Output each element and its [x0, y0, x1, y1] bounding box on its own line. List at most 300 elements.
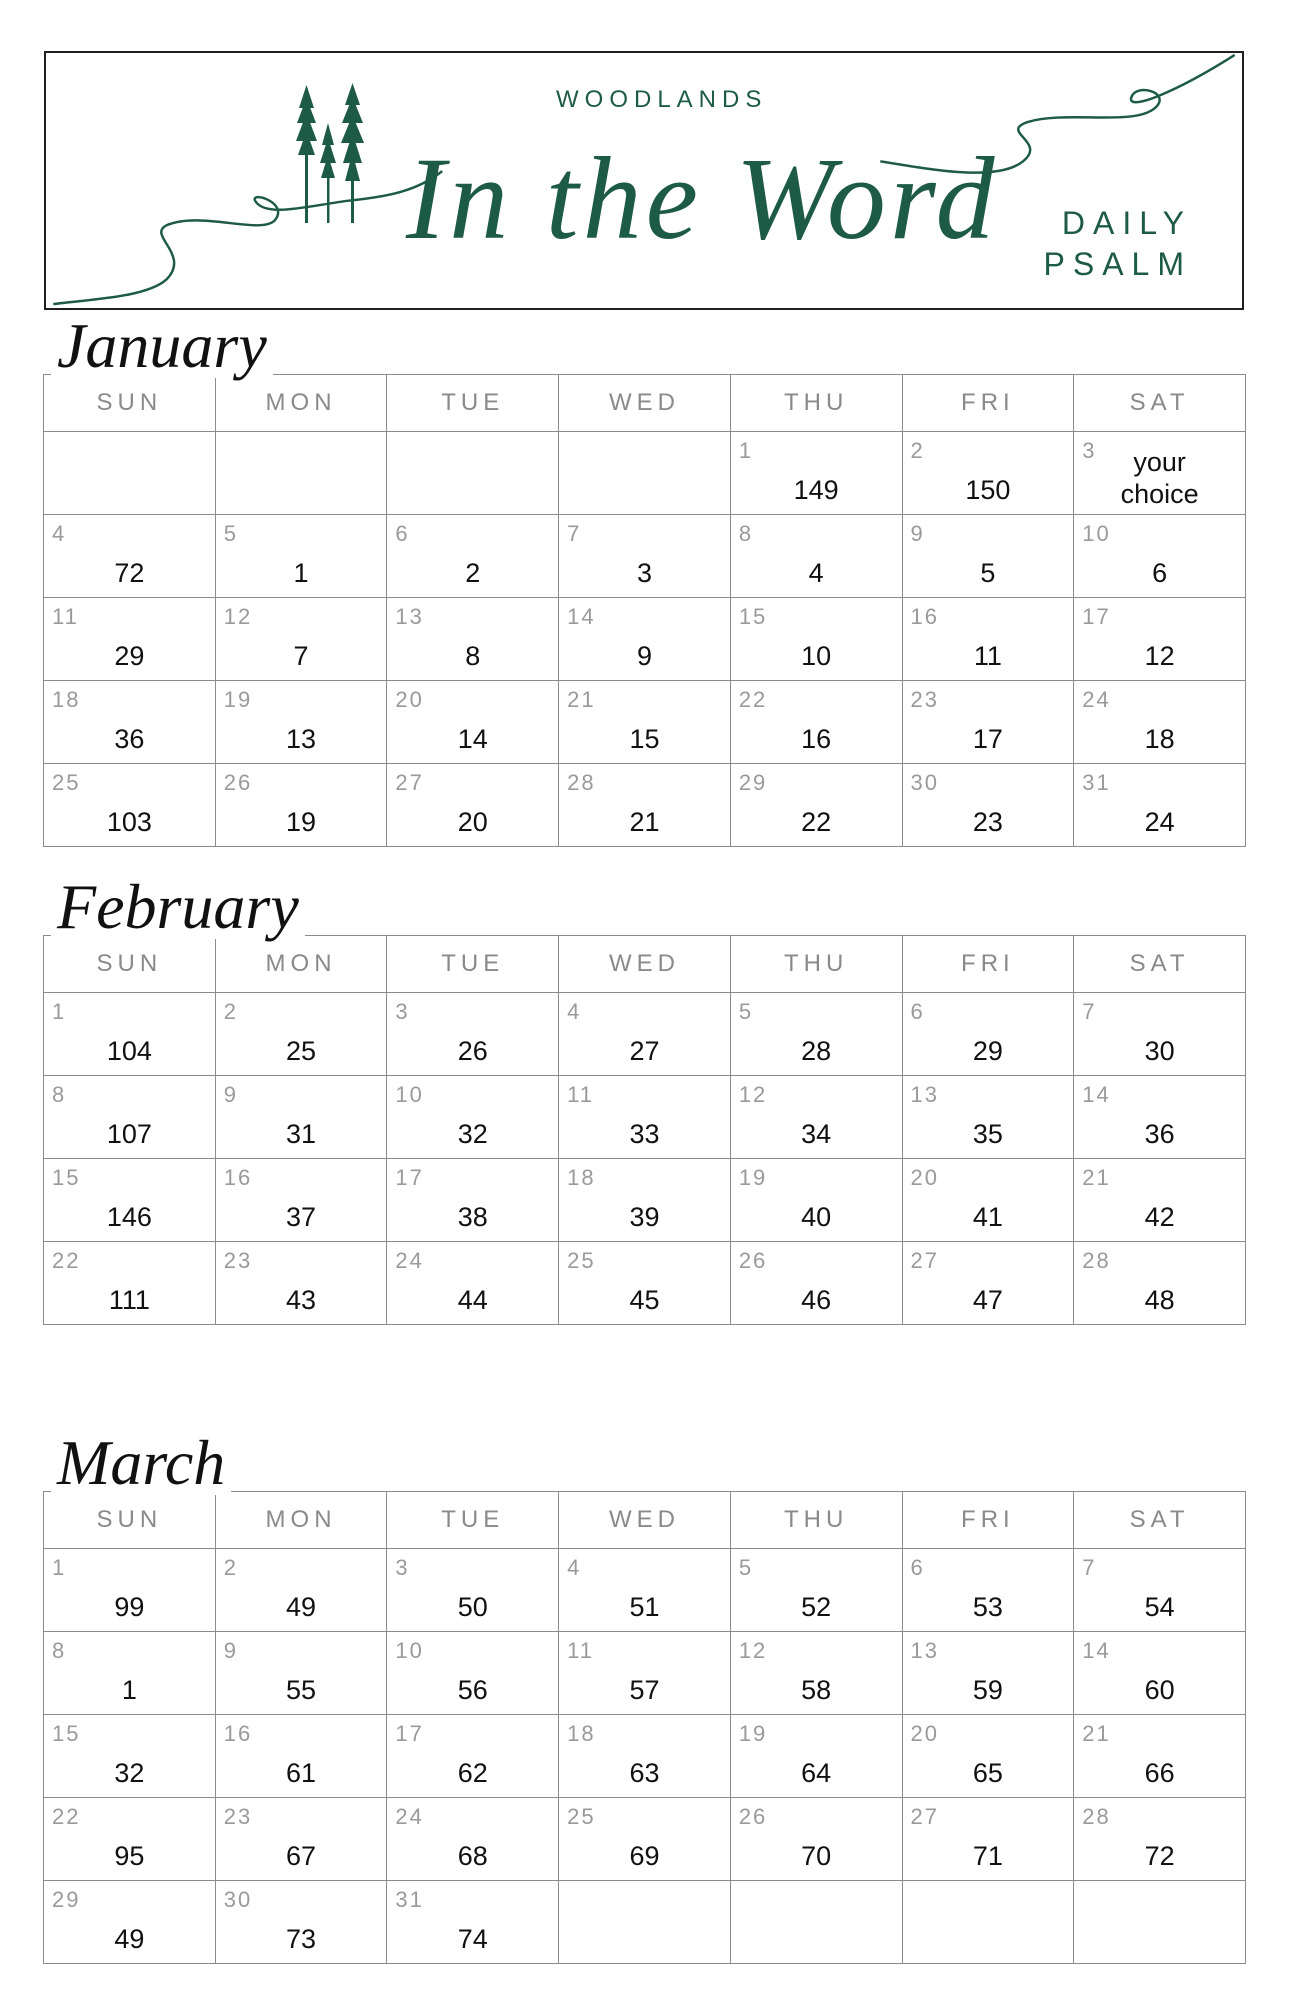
empty-cell: [215, 432, 387, 515]
psalm-number: 99: [114, 1592, 145, 1622]
day-number: 11: [567, 1082, 594, 1107]
day-number: 14: [567, 604, 596, 629]
day-cell: [730, 681, 902, 764]
weekday-header: THU: [730, 1492, 902, 1549]
psalm-number: 53: [972, 1592, 1003, 1622]
psalm-number: 45: [629, 1285, 660, 1315]
day-cell: [215, 681, 387, 764]
day-cell: [44, 1632, 216, 1715]
day-number: 6: [910, 1555, 925, 1580]
page-title: In the Word: [406, 133, 999, 264]
day-number: 10: [395, 1638, 424, 1663]
day-number: 24: [395, 1804, 424, 1829]
month-january: [43, 310, 1246, 847]
week-row: [44, 598, 1246, 681]
day-number: 8: [52, 1082, 67, 1107]
week-row: [44, 1076, 1246, 1159]
day-number: 23: [223, 1804, 253, 1829]
empty-cell: [44, 432, 216, 515]
psalm-number: 55: [286, 1675, 317, 1705]
day-number: 1: [52, 999, 67, 1024]
psalm-number: 72: [1144, 1841, 1175, 1871]
day-cell: [559, 681, 731, 764]
day-cell: [215, 1549, 387, 1632]
day-cell: [902, 598, 1074, 681]
psalm-number: 5: [980, 558, 996, 588]
psalm-number: 61: [286, 1758, 317, 1788]
day-number: 22: [52, 1248, 81, 1273]
day-cell: [730, 1632, 902, 1715]
day-cell: [387, 1798, 559, 1881]
psalm-number: 2: [465, 558, 481, 588]
day-number: 9: [223, 1082, 238, 1107]
day-number: 14: [1082, 1638, 1111, 1663]
psalm-number: 30: [1144, 1036, 1175, 1066]
empty-cell: [559, 432, 731, 515]
day-cell: [387, 1159, 559, 1242]
psalm-number: 73: [286, 1924, 317, 1954]
psalm-number: 29: [114, 641, 145, 671]
day-number: 13: [910, 1082, 939, 1107]
psalm-number: 43: [286, 1285, 317, 1315]
day-cell: [215, 598, 387, 681]
weekday-header: SUN: [44, 936, 216, 993]
psalm-number: 21: [629, 807, 660, 837]
day-cell: [215, 1159, 387, 1242]
psalm-number: 104: [106, 1036, 152, 1066]
day-cell: [1074, 681, 1246, 764]
day-cell: [730, 764, 902, 847]
day-number: 16: [223, 1165, 253, 1190]
weekday-header: FRI: [902, 375, 1074, 432]
day-cell: [730, 1798, 902, 1881]
day-number: 11: [52, 604, 79, 629]
psalm-number: 48: [1144, 1285, 1175, 1315]
day-number: 19: [223, 687, 253, 712]
day-number: 15: [52, 1165, 81, 1190]
psalm-number: 64: [801, 1758, 832, 1788]
calendar-grid: [43, 374, 1246, 847]
day-cell: [387, 993, 559, 1076]
psalm-number: 56: [457, 1675, 488, 1705]
day-cell: [387, 1242, 559, 1325]
day-number: 29: [52, 1887, 81, 1912]
day-cell: [387, 1076, 559, 1159]
week-row: [44, 432, 1246, 515]
day-cell: [902, 1632, 1074, 1715]
day-number: 7: [1082, 1555, 1097, 1580]
organization-name: WOODLANDS: [556, 86, 768, 113]
psalm-number: 67: [286, 1841, 317, 1871]
day-cell: [730, 1159, 902, 1242]
day-number: 23: [910, 687, 939, 712]
day-cell: [559, 993, 731, 1076]
psalm-number: 65: [972, 1758, 1003, 1788]
day-number: 16: [910, 604, 939, 629]
day-cell: [902, 1242, 1074, 1325]
day-cell: [215, 1242, 387, 1325]
day-number: 26: [738, 1804, 768, 1829]
day-number: 12: [738, 1638, 768, 1663]
week-row: [44, 764, 1246, 847]
day-number: 15: [52, 1721, 81, 1746]
psalm-number: your choice: [1120, 447, 1199, 509]
day-number: 6: [910, 999, 925, 1024]
day-cell: [387, 598, 559, 681]
day-number: 17: [395, 1721, 424, 1746]
empty-cell: [1074, 1881, 1246, 1964]
day-cell: [44, 1798, 216, 1881]
psalm-number: 74: [457, 1924, 488, 1954]
empty-cell: [559, 1881, 731, 1964]
psalm-number: 37: [286, 1202, 317, 1232]
psalm-number: 11: [973, 641, 1002, 671]
psalm-number: 51: [629, 1592, 660, 1622]
day-cell: [387, 764, 559, 847]
psalm-number: 29: [972, 1036, 1003, 1066]
day-number: 5: [223, 521, 238, 546]
day-cell: [387, 681, 559, 764]
day-cell: [44, 515, 216, 598]
day-cell: [559, 1715, 731, 1798]
week-row: [44, 1242, 1246, 1325]
psalm-number: 58: [801, 1675, 832, 1705]
day-number: 1: [52, 1555, 67, 1580]
day-number: 2: [223, 1555, 238, 1580]
psalm-number: 17: [972, 724, 1003, 754]
day-number: 6: [395, 521, 410, 546]
weekday-header: SAT: [1074, 375, 1246, 432]
psalm-number: 3: [636, 558, 652, 588]
psalm-number: 7: [293, 641, 309, 671]
day-cell: [559, 598, 731, 681]
day-number: 7: [1082, 999, 1097, 1024]
day-cell: [387, 1632, 559, 1715]
day-cell: [902, 515, 1074, 598]
day-number: 23: [223, 1248, 253, 1273]
psalm-number: 46: [801, 1285, 832, 1315]
day-cell: [559, 1159, 731, 1242]
calendar-grid: [43, 1491, 1246, 1964]
weekday-header: WED: [559, 375, 731, 432]
weekday-header: THU: [730, 936, 902, 993]
weekday-header: SAT: [1074, 936, 1246, 993]
day-number: 10: [1082, 521, 1111, 546]
psalm-number: 49: [286, 1592, 317, 1622]
weekday-header: MON: [215, 936, 387, 993]
day-number: 25: [567, 1804, 596, 1829]
day-number: 31: [395, 1887, 424, 1912]
weekday-header: TUE: [387, 1492, 559, 1549]
day-number: 11: [567, 1638, 594, 1663]
weekday-header: FRI: [902, 936, 1074, 993]
day-number: 4: [567, 1555, 582, 1580]
day-number: 13: [395, 604, 424, 629]
day-cell: [559, 1632, 731, 1715]
day-number: 17: [1082, 604, 1111, 629]
day-number: 2: [223, 999, 238, 1024]
day-cell: [730, 432, 902, 515]
day-number: 13: [910, 1638, 939, 1663]
day-number: 17: [395, 1165, 424, 1190]
day-cell: [215, 764, 387, 847]
weekday-header: THU: [730, 375, 902, 432]
week-row: [44, 1798, 1246, 1881]
day-number: 4: [52, 521, 67, 546]
month-title: January: [51, 314, 273, 378]
day-cell: [44, 1715, 216, 1798]
day-cell: [730, 598, 902, 681]
day-cell: [902, 993, 1074, 1076]
day-number: 2: [910, 438, 925, 463]
psalm-number: 63: [629, 1758, 660, 1788]
psalm-number: 19: [286, 807, 317, 837]
day-number: 12: [738, 1082, 768, 1107]
day-cell: [1074, 993, 1246, 1076]
weekday-header: TUE: [387, 936, 559, 993]
day-cell: [730, 993, 902, 1076]
psalm-number: 32: [114, 1758, 145, 1788]
day-cell: [215, 1076, 387, 1159]
psalm-number: 34: [801, 1119, 832, 1149]
day-cell: [215, 1632, 387, 1715]
weekday-header: MON: [215, 1492, 387, 1549]
psalm-number: 68: [457, 1841, 488, 1871]
psalm-number: 6: [1152, 558, 1168, 588]
day-cell: [1074, 1549, 1246, 1632]
day-number: 20: [910, 1721, 939, 1746]
day-number: 30: [910, 770, 939, 795]
day-cell: [559, 1242, 731, 1325]
day-cell: [559, 1549, 731, 1632]
day-number: 22: [738, 687, 768, 712]
day-cell: [44, 1076, 216, 1159]
day-cell: [44, 1549, 216, 1632]
psalm-number: 60: [1144, 1675, 1175, 1705]
day-number: 29: [738, 770, 768, 795]
psalm-number: 62: [457, 1758, 488, 1788]
weekday-header: SUN: [44, 1492, 216, 1549]
psalm-number: 39: [629, 1202, 660, 1232]
psalm-number: 111: [108, 1285, 150, 1315]
day-cell: [730, 1242, 902, 1325]
psalm-number: 1: [121, 1675, 137, 1705]
empty-cell: [902, 1881, 1074, 1964]
day-number: 21: [567, 687, 596, 712]
day-cell: [730, 1076, 902, 1159]
weekday-header: FRI: [902, 1492, 1074, 1549]
psalm-number: 36: [1144, 1119, 1175, 1149]
psalm-number: 52: [801, 1592, 832, 1622]
week-row: [44, 515, 1246, 598]
psalm-number: 15: [629, 724, 660, 754]
psalm-number: 36: [114, 724, 145, 754]
weekday-header: SAT: [1074, 1492, 1246, 1549]
day-cell: [44, 598, 216, 681]
day-cell: [215, 515, 387, 598]
day-cell: [902, 1076, 1074, 1159]
day-number: 28: [1082, 1804, 1111, 1829]
week-row: [44, 1881, 1246, 1964]
psalm-number: 41: [972, 1202, 1003, 1232]
psalm-number: 57: [629, 1675, 660, 1705]
day-cell: [902, 1159, 1074, 1242]
day-number: 4: [567, 999, 582, 1024]
day-number: 25: [52, 770, 81, 795]
day-number: 26: [223, 770, 253, 795]
psalm-number: 9: [636, 641, 652, 671]
weekday-header: WED: [559, 1492, 731, 1549]
day-cell: [559, 1076, 731, 1159]
empty-cell: [387, 432, 559, 515]
weekday-header: SUN: [44, 375, 216, 432]
psalm-number: 8: [465, 641, 481, 671]
psalm-number: 31: [286, 1119, 317, 1149]
week-row: [44, 993, 1246, 1076]
pine-trees-icon: [291, 83, 381, 223]
psalm-number: 13: [286, 724, 317, 754]
day-cell: [902, 681, 1074, 764]
day-number: 15: [738, 604, 768, 629]
day-cell: [1074, 1242, 1246, 1325]
empty-cell: [730, 1881, 902, 1964]
calendar-grid: [43, 935, 1246, 1325]
day-cell: [730, 1549, 902, 1632]
day-number: 18: [567, 1721, 596, 1746]
psalm-number: 38: [457, 1202, 488, 1232]
psalm-number: 24: [1144, 807, 1175, 837]
psalm-number: 16: [801, 724, 832, 754]
psalm-number: 40: [801, 1202, 832, 1232]
psalm-number: 10: [801, 641, 832, 671]
day-cell: [387, 1715, 559, 1798]
day-number: 8: [738, 521, 754, 546]
day-cell: [44, 764, 216, 847]
psalm-number: 59: [972, 1675, 1003, 1705]
psalm-number: 25: [286, 1036, 317, 1066]
day-number: 3: [395, 1555, 410, 1580]
psalm-number: 72: [114, 558, 145, 588]
psalm-number: 54: [1144, 1592, 1175, 1622]
day-cell: [559, 764, 731, 847]
day-cell: [1074, 432, 1246, 515]
week-row: [44, 681, 1246, 764]
day-cell: [1074, 515, 1246, 598]
day-cell: [902, 1549, 1074, 1632]
day-number: 24: [1082, 687, 1111, 712]
psalm-number: 107: [106, 1119, 152, 1149]
day-cell: [1074, 764, 1246, 847]
psalm-number: 47: [972, 1285, 1003, 1315]
psalm-number: 22: [801, 807, 832, 837]
week-row: [44, 1549, 1246, 1632]
day-number: 1: [738, 438, 754, 463]
psalm-number: 95: [114, 1841, 145, 1871]
day-number: 27: [910, 1248, 939, 1273]
day-number: 25: [567, 1248, 596, 1273]
day-number: 18: [567, 1165, 596, 1190]
day-number: 14: [1082, 1082, 1111, 1107]
day-cell: [730, 515, 902, 598]
weekday-header: WED: [559, 936, 731, 993]
day-number: 19: [738, 1721, 768, 1746]
psalm-number: 20: [457, 807, 488, 837]
day-cell: [387, 1881, 559, 1964]
day-number: 19: [738, 1165, 768, 1190]
psalm-number: 50: [457, 1592, 488, 1622]
day-number: 5: [738, 1555, 754, 1580]
header-banner: [44, 51, 1244, 310]
day-number: 27: [910, 1804, 939, 1829]
day-number: 16: [223, 1721, 253, 1746]
subtitle-psalm: PSALM: [1043, 246, 1192, 282]
day-number: 28: [567, 770, 596, 795]
day-number: 3: [395, 999, 410, 1024]
psalm-number: 69: [629, 1841, 660, 1871]
day-cell: [387, 1549, 559, 1632]
day-cell: [1074, 1715, 1246, 1798]
psalm-number: 26: [457, 1036, 488, 1066]
week-row: [44, 1159, 1246, 1242]
month-title: March: [51, 1431, 231, 1495]
psalm-number: 4: [808, 558, 824, 588]
psalm-number: 71: [972, 1841, 1003, 1871]
day-cell: [1074, 1632, 1246, 1715]
day-number: 7: [567, 521, 582, 546]
day-number: 27: [395, 770, 424, 795]
day-number: 9: [223, 1638, 238, 1663]
weekday-header: TUE: [387, 375, 559, 432]
day-cell: [44, 1242, 216, 1325]
month-february: [43, 871, 1246, 1325]
day-number: 20: [395, 687, 424, 712]
psalm-number: 70: [801, 1841, 832, 1871]
day-cell: [1074, 1076, 1246, 1159]
psalm-number: 66: [1144, 1758, 1175, 1788]
day-number: 10: [395, 1082, 424, 1107]
day-cell: [215, 1715, 387, 1798]
day-cell: [44, 1881, 216, 1964]
day-cell: [730, 1715, 902, 1798]
psalm-number: 103: [106, 807, 152, 837]
psalm-number: 42: [1144, 1202, 1175, 1232]
psalm-number: 49: [114, 1924, 145, 1954]
day-cell: [44, 681, 216, 764]
psalm-number: 32: [457, 1119, 488, 1149]
day-cell: [215, 1881, 387, 1964]
day-number: 24: [395, 1248, 424, 1273]
psalm-number: 149: [793, 475, 839, 505]
day-cell: [44, 993, 216, 1076]
day-cell: [1074, 1798, 1246, 1881]
day-cell: [1074, 598, 1246, 681]
day-cell: [902, 432, 1074, 515]
psalm-number: 33: [629, 1119, 660, 1149]
day-cell: [902, 1715, 1074, 1798]
day-cell: [215, 993, 387, 1076]
month-title: February: [51, 875, 305, 939]
day-number: 8: [52, 1638, 67, 1663]
psalm-number: 146: [106, 1202, 152, 1232]
day-number: 26: [738, 1248, 768, 1273]
day-cell: [902, 1798, 1074, 1881]
day-cell: [215, 1798, 387, 1881]
day-number: 28: [1082, 1248, 1111, 1273]
weekday-header: MON: [215, 375, 387, 432]
psalm-number: 150: [965, 475, 1011, 505]
psalm-number: 1: [293, 558, 309, 588]
day-number: 20: [910, 1165, 939, 1190]
